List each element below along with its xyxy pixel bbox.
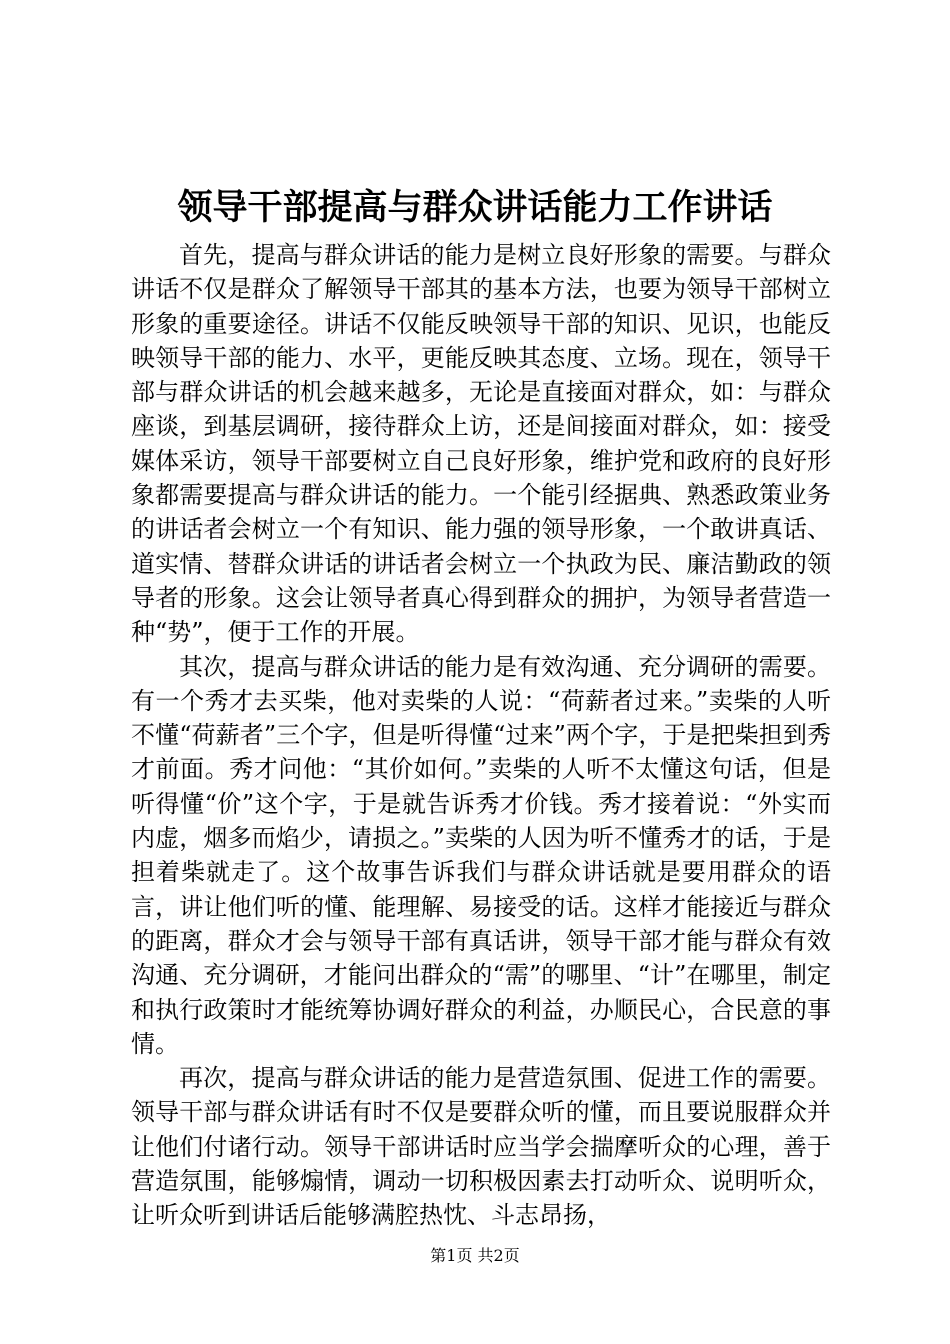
- document-title: 领导干部提高与群众讲话能力工作讲话: [177, 187, 773, 228]
- paragraph-2: 其次，提高与群众讲话的能力是有效沟通、充分调研的需要。有一个秀才去买柴，他对卖柴的人说：“荷薪者过来。”卖柴的人听不懂“荷薪者”三个字，但是听得懂“过来”两个字，于是把柴担到秀才前面。秀才问他：“其价如何。”卖柴的人听不太懂这句话，但是听得懂“价”这个字，于是就告诉秀才价钱。秀才接着说：“外实而内虚，烟多而焰少，请损之。”卖柴的人因为听不懂秀才的话，于是担着柴就走了。这个故事告诉我们与群众讲话就是要用群众的语言，讲让他们听的懂、能理解、易接受的话。这样才能接近与群众的距离，群众才会与领导干部有真话讲，领导干部才能与群众有效沟通、充分调研，才能问出群众的“需”的哪里、“计”在哪里，制定和执行政策时才能统筹协调好群众的利益，办顺民心，合民意的事情。: [131, 652, 831, 1058]
- paragraph-1: 首先，提高与群众讲话的能力是树立良好形象的需要。与群众讲话不仅是群众了解领导干部其的基本方法，也要为领导干部树立形象的重要途径。讲话不仅能反映领导干部的知识、见识，也能反映领导干部的能力、水平，更能反映其态度、立场。现在，领导干部与群众讲话的机会越来越多，无论是直接面对群众，如：与群众座谈，到基层调研，接待群众上访，还是间接面对群众，如：接受媒体采访，领导干部要树立自己良好形象，维护党和政府的良好形象都需要提高与群众讲话的能力。一个能引经据典、熟悉政策业务的讲话者会树立一个有知识、能力强的领导形象，一个敢讲真话、道实情、替群众讲话的讲话者会树立一个执政为民、廉洁勤政的领导者的形象。这会让领导者真心得到群众的拥护，为领导者营造一种“势”，便于工作的开展。: [131, 241, 831, 647]
- paragraph-3: 再次，提高与群众讲话的能力是营造氛围、促进工作的需要。领导干部与群众讲话有时不仅是要群众听的懂，而且要说服群众并让他们付诸行动。领导干部讲话时应当学会揣摩听众的心理，善于营造氛围，能够煽情，调动一切积极因素去打动听众、说明听众，让听众听到讲话后能够满腔热忱、斗志昂扬，: [131, 1064, 831, 1230]
- page-number-footer: 第1页 共2页: [430, 1246, 520, 1265]
- document-body: [131, 238, 831, 1233]
